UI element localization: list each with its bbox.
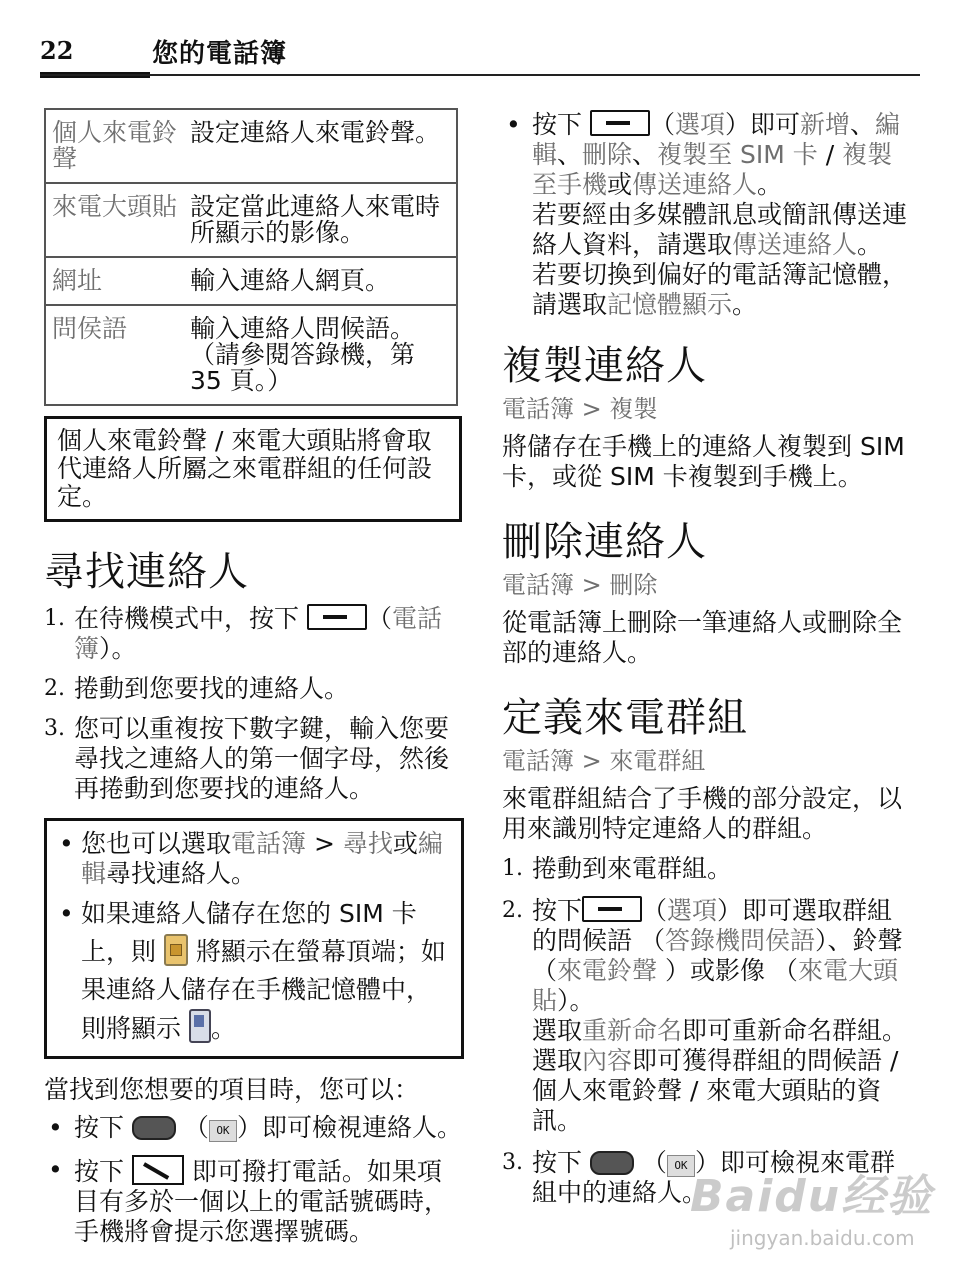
paragraph: 選取重新命名即可重新命名群組。 [532,1016,908,1045]
left-softkey-icon [582,896,642,922]
find-steps [44,604,462,804]
list-item: • 您也可以選取電話簿 > 尋找或編輯尋找連絡人。 [59,829,443,888]
list-item: • 如果連絡人儲存在您的 SIM 卡上，則 將顯示在螢幕頂端；如果連絡人儲存在手機記憶體中，則將顯示 。 [59,899,446,1043]
list-item: 3. 您可以重複按下數字鍵，輸入您要尋找之連絡人的第一個字母，然後再捲動到您要找的連絡人。 [44,714,450,803]
paragraph: 當找到您想要的項目時，您可以： [44,1075,420,1104]
paragraph: 若要切換到偏好的電話簿記憶體，請選取記憶體顯示。 [532,260,908,319]
ok-key-icon [590,1151,634,1175]
table-row [45,305,457,405]
section-heading-group: 定義來電群組 [502,695,748,741]
field-value: 輸入連絡人網頁。 [184,257,457,305]
list-item: 2. 捲動到您要找的連絡人。 [44,674,350,703]
list-item: • 按下 （ OK ）即可檢視連絡人。 [48,1113,462,1142]
ok-key-icon [132,1116,176,1140]
page-title: 您的電話簿 [152,39,288,69]
breadcrumb: 電話簿 > 複製 [502,395,658,423]
left-softkey-icon [590,110,650,136]
list-item: 1. 捲動到來電群組。 [502,854,733,883]
menu-link-phonebook: 電話簿 [74,604,442,663]
field-key: 問侯語 [45,305,184,405]
list-item: 3. 按下 （ OK ）即可檢視來電群組中的連絡人。 [502,1148,895,1207]
sim-card-icon [164,934,188,966]
left-softkey-icon [307,604,367,630]
table-row [45,257,457,305]
call-key-icon [132,1155,184,1185]
field-key: 個人來電鈴聲 [45,109,184,183]
field-value: 設定當此連絡人來電時所顯示的影像。 [184,183,457,257]
group-steps [502,854,912,1208]
watermark-url: jingyan.baidu.com [730,1226,915,1250]
action-list [44,1113,462,1247]
list-item: • 按下 即可撥打電話。如果項目有多於一個以上的電話號碼時，手機將會提示您選擇號碼。 [48,1155,450,1246]
right-column [502,110,912,1208]
field-value: 輸入連絡人問候語。（請參閱答錄機，第 35 頁。） [184,305,457,405]
paragraph: 將儲存在手機上的連絡人複製到 SIM 卡，或從 SIM 卡複製到手機上。 [502,432,905,491]
breadcrumb: 電話簿 > 來電群組 [502,747,706,775]
fields-table [44,108,458,406]
phone-memory-icon [189,1009,211,1043]
list-item: 1. 在待機模式中，按下 （電話簿）。 [44,604,442,663]
paragraph: 若要經由多媒體訊息或簡訊傳送連絡人資料，請選取傳送連絡人。 [532,200,908,259]
paragraph: 來電群組結合了手機的部分設定，以用來識別特定連絡人的群組。 [502,784,903,843]
field-value: 設定連絡人來電鈴聲。 [184,109,457,183]
breadcrumb: 電話簿 > 刪除 [502,571,658,599]
paragraph: 從電話簿上刪除一筆連絡人或刪除全部的連絡人。 [502,608,903,667]
note-text: 個人來電鈴聲 / 來電大頭貼將會取代連絡人所屬之來電群組的任何設定。 [57,426,433,511]
section-heading-delete: 刪除連絡人 [502,519,707,565]
field-key: 來電大頭貼 [45,183,184,257]
paragraph: 選取內容即可獲得群組的問候語 / 個人來電鈴聲 / 來電大頭貼的資訊。 [532,1046,899,1135]
ok-label-icon: OK [209,1120,237,1142]
watermark-logo: Baidu经验 [690,1171,934,1222]
page-number: 22 [40,36,74,65]
left-column [44,108,462,1247]
tip-box [44,818,464,1059]
table-row [45,109,457,183]
field-key: 網址 [45,257,184,305]
table-row [45,183,457,257]
ok-label-icon: OK [667,1155,695,1177]
section-heading-copy: 複製連絡人 [502,343,707,389]
note-box [44,416,462,522]
list-item: • 按下 （選項）即可新增、編輯、刪除、複製至 SIM 卡 / 複製至手機或傳送連絡人。 若要經由多媒體訊息或簡訊傳送連絡人資料，請選取傳送連絡人。 若要切換到偏好的電話簿記憶體，請選取記憶體顯示。 [502,110,912,320]
list-item: 2. 按下 （選項）即可選取群組的問候語 （答錄機問侯語）、鈴聲 （來電鈴聲 ）或影像 （來電大頭貼）。 選取重新命名即可重新命名群組。 選取內容即可獲得群組的問候語 / 個人來電鈴聲 / 來電大頭貼的資訊。 [502,896,912,1136]
header-rule [40,74,920,76]
section-heading-find: 尋找連絡人 [44,549,249,595]
